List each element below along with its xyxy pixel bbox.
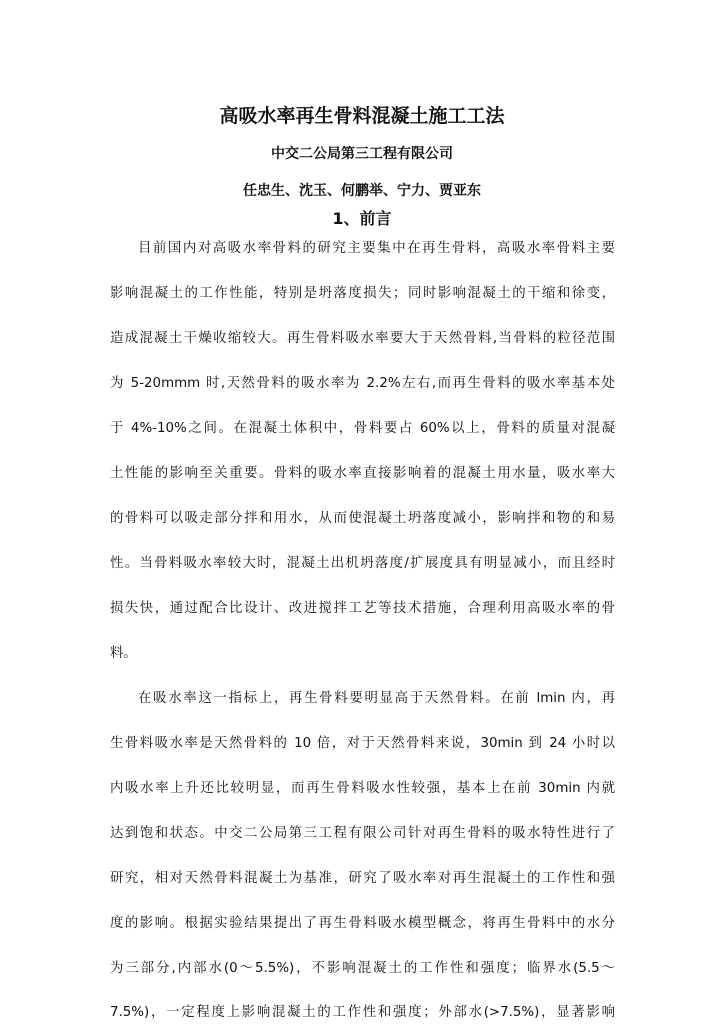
section-heading: 1、前言 — [332, 209, 392, 228]
paragraph-1-line: 造成混凝土干燥收缩较大。再生骨料吸水率要大于天然骨料,当骨料的粒径范围 — [110, 331, 615, 346]
paragraph-1-line: 影响混凝土的工作性能，特别是坍落度损失；同时影响混凝土的干缩和徐变， — [110, 286, 615, 301]
paragraph-2-line: 达到饱和状态。中交二公局第三工程有限公司针对再生骨料的吸水特性进行了 — [110, 826, 615, 841]
paragraph-2-line: 内吸水率上升还比较明显，而再生骨料吸水性较强，基本上在前 30min 内就 — [110, 781, 615, 796]
paragraph-1-line: 目前国内对高吸水率骨料的研究主要集中在再生骨料，高吸水率骨料主要 — [138, 241, 615, 256]
paragraph-1-line: 于 4%-10%之间。在混凝土体积中，骨料要占 60%以上，骨料的质量对混凝 — [110, 421, 615, 436]
organization-name: 中交二公局第三工程有限公司 — [271, 146, 453, 162]
paragraph-1-line: 性。当骨料吸水率较大时，混凝土出机坍落度/扩展度具有明显减小，而且经时 — [110, 556, 615, 571]
paragraph-2-line: 在吸水率这一指标上，再生骨料要明显高于天然骨料。在前 lmin 内，再 — [138, 691, 615, 706]
paragraph-1-line: 为 5-20mmm 时,天然骨料的吸水率为 2.2%左右,而再生骨料的吸水率基本处 — [110, 376, 615, 391]
paragraph-2-line: 生骨料吸水率是天然骨料的 10 倍，对于天然骨料来说，30min 到 24 小时以 — [110, 736, 615, 751]
paragraph-1-line: 料。 — [110, 646, 137, 661]
paragraph-1-line: 损失快，通过配合比设计、改进搅拌工艺等技术措施，合理利用高吸水率的骨 — [110, 601, 615, 616]
paragraph-2-line: 为三部分,内部水(0～5.5%)，不影响混凝土的工作性和强度；临界水(5.5～ — [110, 961, 615, 976]
paragraph-1-line: 土性能的影响至关重要。骨料的吸水率直接影响着的混凝土用水量，吸水率大 — [110, 466, 615, 481]
paragraph-2-line: 研究，相对天然骨料混凝土为基准，研究了吸水率对再生混凝土的工作性和强 — [110, 871, 615, 886]
paragraph-1-line: 的骨料可以吸走部分拌和用水，从而使混凝土坍落度减小，影响拌和物的和易 — [110, 511, 615, 526]
author-list: 任忠生、沈玉、何鹏举、宁力、贾亚东 — [243, 183, 481, 199]
paragraph-2-line: 7.5%)，一定程度上影响混凝土的工作性和强度；外部水(>7.5%)，显著影响 — [110, 1005, 615, 1020]
document-title: 高吸水率再生骨料混凝土施工工法 — [219, 105, 505, 127]
paragraph-2-line: 度的影响。根据实验结果提出了再生骨料吸水模型概念，将再生骨料中的水分 — [110, 916, 615, 931]
